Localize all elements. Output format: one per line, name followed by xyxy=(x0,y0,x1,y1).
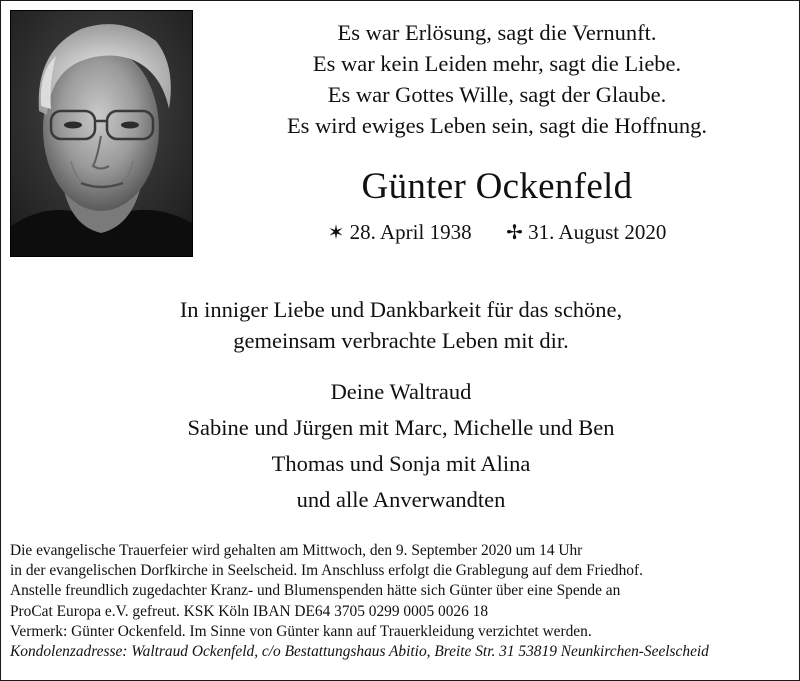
birth-star-icon: ✶ xyxy=(327,222,345,244)
death-cross-icon: ✢ xyxy=(506,222,523,244)
dedication xyxy=(1,294,800,356)
mourners-list xyxy=(1,374,800,518)
mourner-line: und alle Anverwandten xyxy=(296,487,506,512)
info-line: in der evangelischen Dorfkirche in Seelscheid. Im Anschluss erfolgt die Grablegung auf dem Friedhof. xyxy=(10,562,643,580)
portrait-image xyxy=(11,11,192,256)
birth-date: 28. April 1938 xyxy=(349,220,472,244)
info-line: Die evangelische Trauerfeier wird gehalten am Mittwoch, den 9. September 2020 um 14 Uhr xyxy=(10,542,583,559)
poem-line: Es war kein Leiden mehr, sagt die Liebe. xyxy=(312,51,682,76)
poem-line: Es wird ewiges Leben sein, sagt die Hoffnung. xyxy=(286,113,708,138)
deceased-name: Günter Ockenfeld xyxy=(361,166,633,207)
info-line: Anstelle freundlich zugedachter Kranz- und Blumenspenden hätte sich Günter über eine Spende an xyxy=(10,582,621,600)
poem-line: Es war Erlösung, sagt die Vernunft. xyxy=(337,20,657,45)
funeral-info xyxy=(10,541,795,662)
condolence-address: Kondolenzadresse: Waltraud Ockenfeld, c/o Bestattungshaus Abitio, Breite Str. 31 53819 Neunkirchen-Seelscheid xyxy=(10,643,709,661)
mourner-line: Thomas und Sonja mit Alina xyxy=(271,451,531,476)
dedication-line: gemeinsam verbrachte Leben mit dir. xyxy=(233,328,569,353)
mourner-line: Sabine und Jürgen mit Marc, Michelle und Ben xyxy=(187,415,615,440)
info-line: Vermerk: Günter Ockenfeld. Im Sinne von Günter kann auf Trauerkleidung verzichtet werden. xyxy=(10,622,592,640)
poem xyxy=(197,17,797,141)
dedication-line: In inniger Liebe und Dankbarkeit für das schöne, xyxy=(179,297,623,322)
life-dates xyxy=(197,217,797,248)
mourner-line: Deine Waltraud xyxy=(330,379,472,404)
death-date: 31. August 2020 xyxy=(528,220,667,244)
info-line: ProCat Europa e.V. gefreut. KSK Köln IBAN DE64 3705 0299 0005 0026 18 xyxy=(10,602,489,620)
portrait-photo xyxy=(10,10,193,257)
poem-line: Es war Gottes Wille, sagt der Glaube. xyxy=(327,82,667,107)
